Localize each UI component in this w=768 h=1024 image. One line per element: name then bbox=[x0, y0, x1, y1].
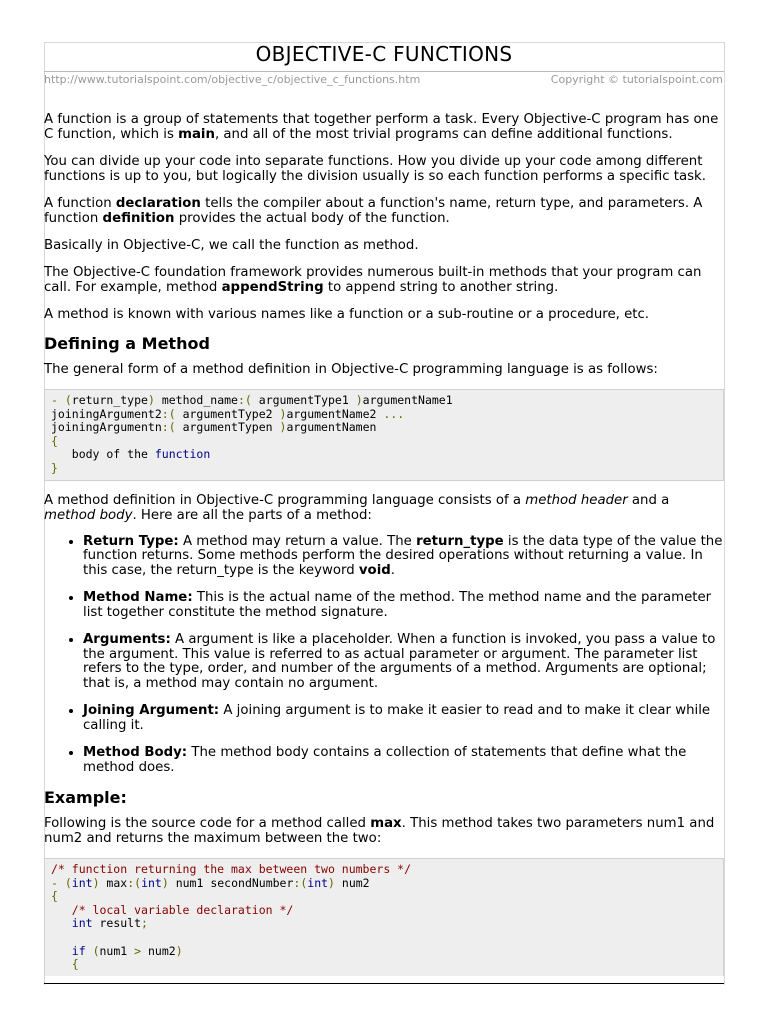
intro-paragraph-6: A method is known with various names like a function or a sub-routine or a procedure, etc. bbox=[44, 307, 650, 322]
intro-paragraph-3: A function declaration tells the compiler about a function's name, return type, and parameters. A function definition provides the actual body of the function. bbox=[44, 196, 703, 226]
intro-paragraph-5: The Objective-C foundation framework provides numerous built-in methods that your program can call. For example, method appendString to append string to another string. bbox=[44, 265, 702, 295]
section-heading-defining: Defining a Method bbox=[44, 334, 210, 353]
code-block-max-example: /* function returning the max between two numbers */ - (int) max:(int) num1 secondNumber:(int) num2 { /* local variable declaration */ int result; if (num1 > num2) { bbox=[44, 858, 724, 976]
list-item-joining-argument: • Joining Argument: A joining argument is to make it easier to read and to make it clear while calling it. bbox=[83, 704, 724, 733]
intro-paragraph-1: A function is a group of statements that together perform a task. Every Objective-C program has one C function, which is main, and all of the most trivial programs can define additional functions. bbox=[44, 112, 719, 142]
intro-paragraph-4: Basically in Objective-C, we call the function as method. bbox=[44, 238, 419, 253]
method-parts-list bbox=[44, 535, 724, 776]
defining-intro: The general form of a method definition in Objective-C programming language is as follows: bbox=[44, 362, 658, 377]
copyright-notice: Copyright © tutorialspoint.com bbox=[550, 73, 723, 86]
page-bottom-rule bbox=[44, 983, 724, 984]
section-heading-example: Example: bbox=[44, 788, 127, 808]
intro-paragraph-2: You can divide up your code into separate functions. How you divide up your code among different functions is up to you, but logically the division usually is so each function performs a specific task. bbox=[44, 154, 706, 184]
example-intro: Following is the source code for a method called max. This method takes two parameters num1 and num2 and returns the maximum between the two: bbox=[44, 816, 715, 847]
list-item-arguments: • Arguments: A argument is like a placeholder. When a function is invoked, you pass a value to the argument. This value is referred to as actual parameter or argument. The parameter list refers to the type, order, and number of the arguments of a method. Arguments are optional; that is, a method may contain no argument. bbox=[83, 633, 724, 691]
header-divider bbox=[44, 71, 724, 72]
code-block-method-syntax: - (return_type) method_name:( argumentType1 )argumentName1 joiningArgument2:( argumentType2 )argumentName2 ... joiningArgumentn:( argumentTypen )argumentNamen { body of the function } bbox=[44, 389, 724, 481]
page-title: OBJECTIVE-C FUNCTIONS bbox=[255, 42, 513, 66]
source-url[interactable]: http://www.tutorialspoint.com/objective_c/objective_c_functions.htm bbox=[44, 73, 421, 86]
list-item-return-type: • Return Type: A method may return a value. The return_type is the data type of the value the function returns. Some methods perform the desired operations without returning a value. In this case, the return_type is the keyword void. bbox=[83, 535, 724, 579]
list-item-method-body: • Method Body: The method body contains a collection of statements that define what the method does. bbox=[83, 746, 724, 775]
method-parts-intro: A method definition in Objective-C programming language consists of a method header and a method body. Here are all the parts of a method: bbox=[44, 492, 670, 523]
article-body bbox=[44, 112, 724, 976]
list-item-method-name: • Method Name: This is the actual name of the method. The method name and the parameter list together constitute the method signature. bbox=[83, 591, 724, 620]
